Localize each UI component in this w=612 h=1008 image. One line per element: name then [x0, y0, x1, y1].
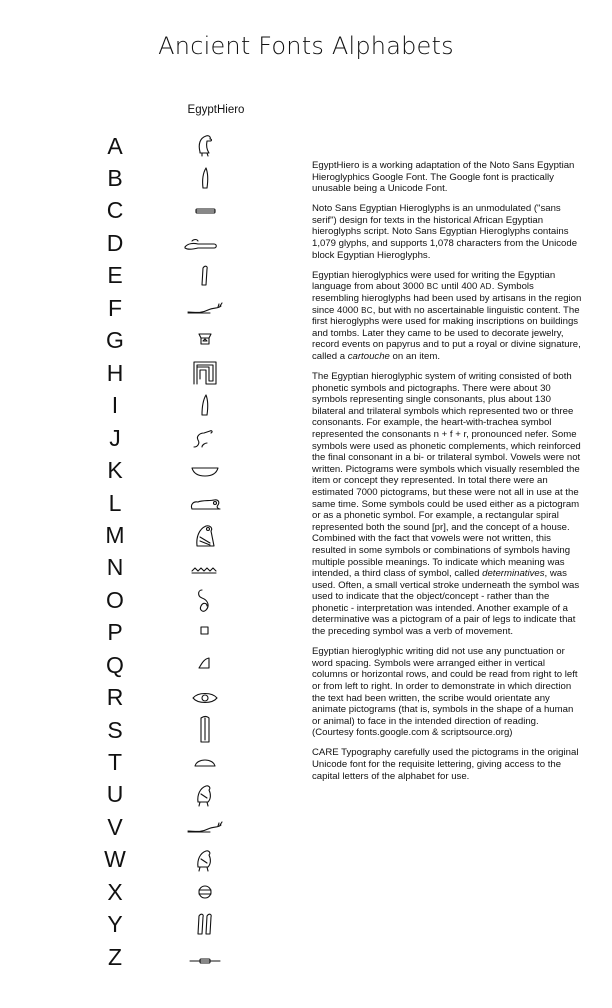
letter-d: D [106, 230, 124, 256]
letter-r: R [106, 684, 124, 710]
placenta-icon [180, 876, 230, 908]
letter-j: J [109, 425, 121, 451]
letter-u: U [106, 781, 124, 807]
letter-y: Y [107, 911, 123, 937]
lion-icon [180, 486, 230, 518]
reed-leaf-icon [180, 389, 230, 421]
letter-s: S [107, 717, 123, 743]
letter-f: F [107, 295, 123, 321]
letter-l: L [108, 490, 122, 516]
paragraph-intro: EgyptHiero is a working adaptation of the Noto Sans Egyptian Hieroglyphics Google Font. The Google font is practically unusable being a Unicode Font. [312, 160, 575, 195]
letter-i: I [111, 392, 119, 418]
quail-chick-icon [180, 778, 230, 810]
arm-icon [180, 227, 230, 259]
shelter-icon [180, 357, 230, 389]
reed-leaf-icon [180, 162, 230, 194]
letter-k: K [107, 457, 123, 483]
letter-x: X [107, 879, 123, 905]
quail-chick-icon [180, 843, 230, 875]
horned-viper-icon [180, 811, 230, 843]
letter-c: C [106, 197, 124, 223]
paragraph-noto: Noto Sans Egyptian Hieroglyphs is an unmodulated ("sans serif") design for texts in the historical African Egyptian hieroglyphs script. Noto Sans Egyptian Hieroglyphs contains 1,079 glyphs, and supports 1,078 characters from the Unicode block Egyptian Hieroglyphs. [312, 203, 578, 261]
basket-icon [180, 454, 230, 486]
water-icon [180, 551, 230, 583]
letter-e: E [107, 262, 123, 288]
basket-handle-icon [180, 324, 230, 356]
bread-icon [180, 746, 230, 778]
letter-n: N [106, 554, 124, 580]
letter-b: B [107, 165, 123, 191]
owl-icon [180, 519, 230, 551]
paragraph-care: CARE Typography carefully used the pictograms in the original Unicode font for the requisite lettering, giving access to the capital letters of the alphabet for use. [312, 747, 579, 782]
letter-o: O [106, 587, 124, 613]
letter-q: Q [106, 652, 124, 678]
reed-icon [180, 259, 230, 291]
door-bolt-icon [180, 194, 230, 226]
double-reed-icon [180, 908, 230, 940]
paragraph-history: Egyptian hieroglyphics were used for writing the Egyptian language from about 3000 BC until 400 AD. Symbols resembling hieroglyphs had been used by artisans in the region since 4000 BC, but with no ascertainable linguistic content. The first hieroglyphs were used for making inscriptions on buildings and tombs. Later they came to be used to decorate jewelry, record events on papyrus and to put a royal or divine signature, called a cartouche on an item. [312, 269, 582, 362]
letter-g: G [106, 327, 124, 353]
stool-icon [180, 616, 230, 648]
door-bolt-icon [180, 941, 230, 973]
cobra-icon [180, 421, 230, 453]
letter-m: M [105, 522, 125, 548]
folded-cloth-icon [180, 713, 230, 745]
letter-z: Z [107, 944, 123, 970]
letter-a: A [107, 133, 123, 159]
letter-h: H [106, 360, 124, 386]
paragraph-direction: Egyptian hieroglyphic writing did not use any punctuation or word spacing. Symbols were arranged either in vertical columns or horizontal rows, and could be read from right to left or from left to right. In order to demonstrate in which direction the text had been written, the scribe would orientate any animate pictograms (that is, symbols in the shape of a human or animal) to face in the intended direction of reading. (Courtesy fonts.google.com & scriptsource.org) [312, 646, 578, 739]
letter-p: P [107, 619, 123, 645]
horned-viper-icon [180, 292, 230, 324]
paragraph-system: The Egyptian hieroglyphic system of writing consisted of both phonetic symbols and pictographs. There were about 30 symbols representing single consonants, plus about 130 bilateral and trilateral symbols which represented two or three consonants. For example, the heart-with-trachea symbol represented the consonants n + f + r, pronounced nefer. Some symbols were used as phonetic complements, which reinforced the final consonant in a bi- or trilateral symbol. Vowels were not written. Pictograms were symbols which visually resembled the item or concept they represented. In total there were an estimated 7000 pictograms, but these were not all in use at the same time. Some symbols could be used either as a pictogram or as a phonetic symbol. For example, a rectangular spiral represented both the sound [pr], and the concept of a house. Combined with the fact that vowels were not written, this resulted in some symbols or combinations of symbols having multiple possible meanings. To indicate which meaning was intended, a third class of symbol, called determinatives, was used. Often, a small vertical stroke underneath the symbol was used to indicate that the object/concept - rather than the phonetic - interpretation was intended. Another example of a determinative was a pictogram of a pair of legs to indicate that the preceding symbol was a verb of movement. [312, 371, 581, 638]
letter-w: W [104, 846, 126, 872]
font-column-heading: EgyptHiero [187, 104, 245, 116]
hill-icon [180, 648, 230, 680]
description-text [312, 160, 582, 791]
letter-v: V [107, 814, 123, 840]
rope-icon [180, 584, 230, 616]
vulture-icon [180, 130, 230, 162]
page-title: Ancient Fonts Alphabets [158, 32, 454, 60]
mouth-icon [180, 681, 230, 713]
letter-t: T [107, 749, 123, 775]
